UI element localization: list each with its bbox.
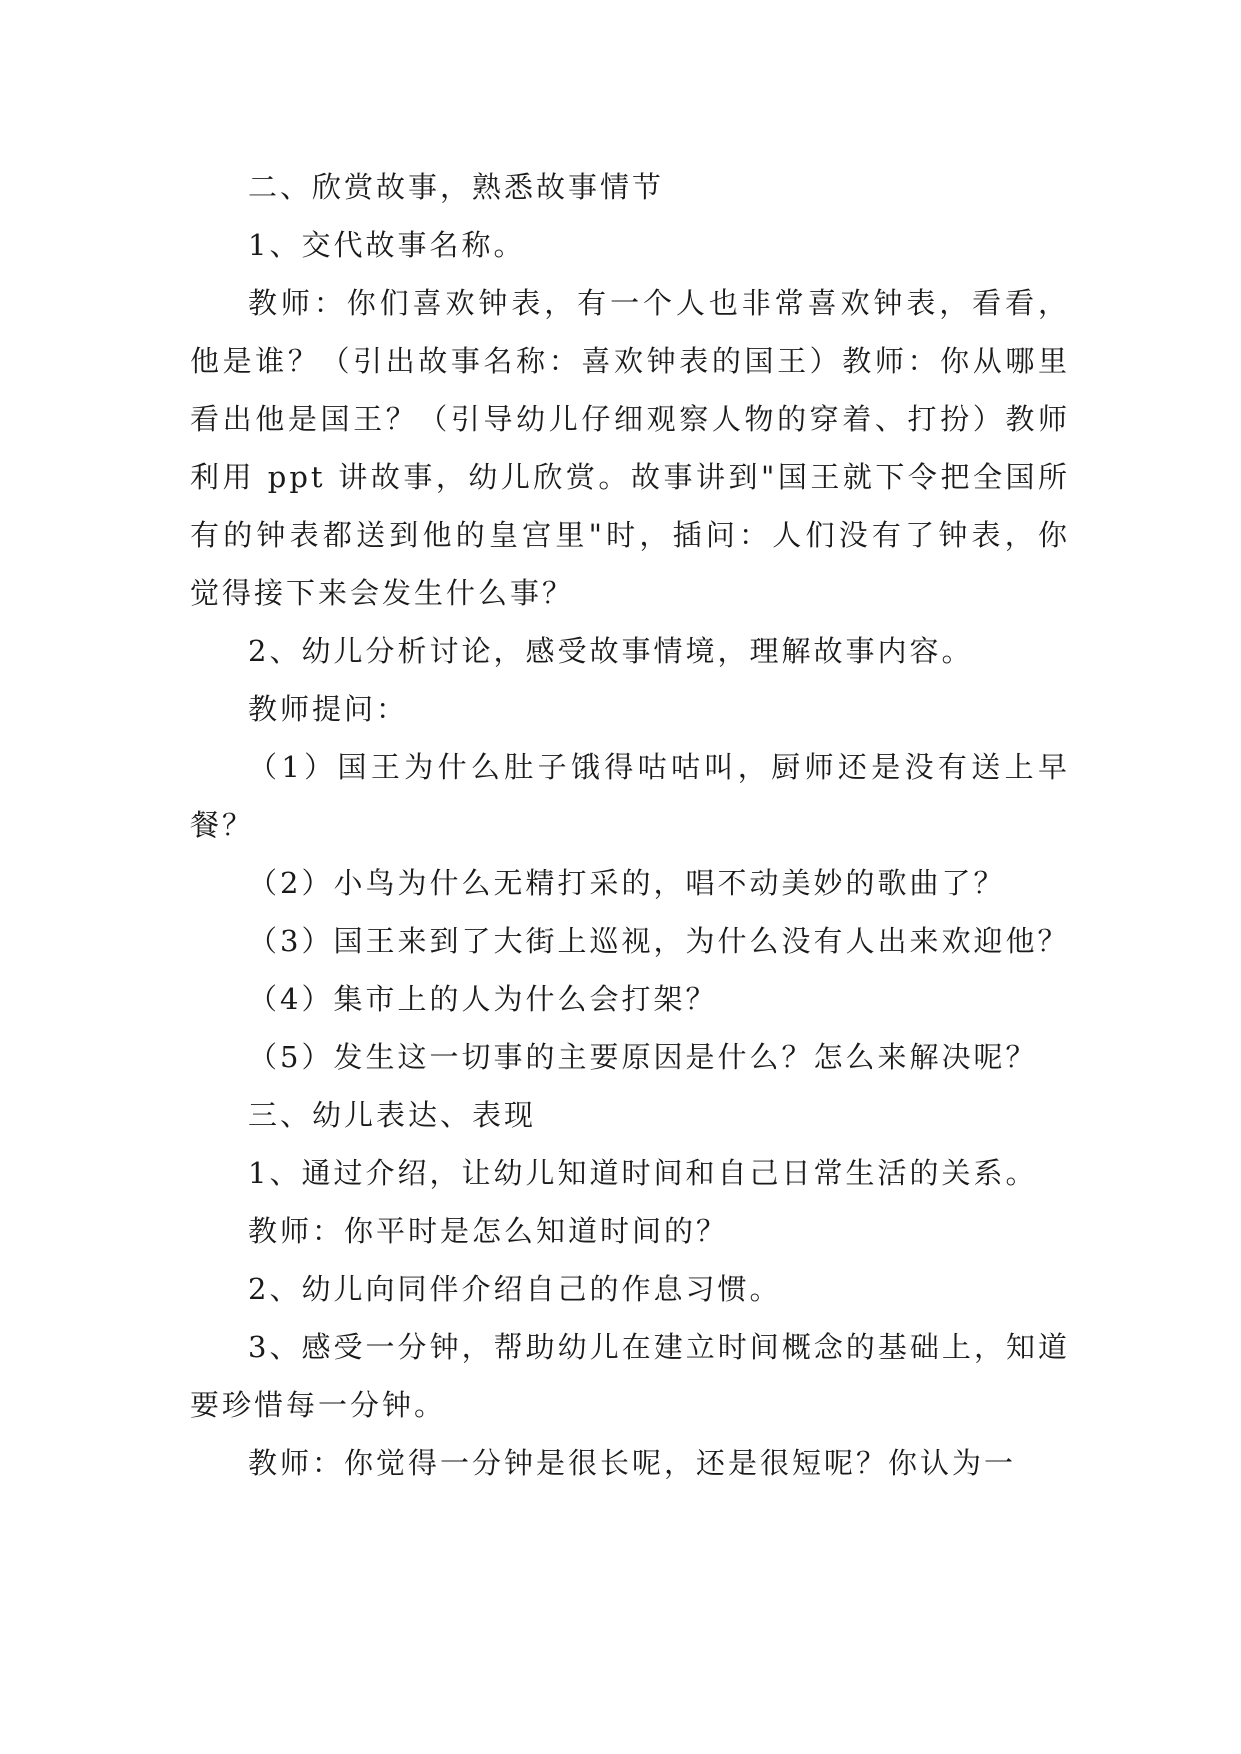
- question-item-3: （3）国王来到了大街上巡视，为什么没有人出来欢迎他？: [248, 924, 1070, 958]
- question-item-5: （5）发生这一切事的主要原因是什么？怎么来解决呢？: [248, 1040, 1038, 1074]
- section-heading-expression: 三、幼儿表达、表现: [248, 1098, 537, 1132]
- paragraph-teacher-intro: 教师：你们喜欢钟表，有一个人也非常喜欢钟表，看看，他是谁？（引出故事名称：喜欢钟表的国王）教师：你从哪里看出他是国王？（引导幼儿仔细观察人物的穿着、打扮）教师利用 ppt 讲故事，幼儿欣赏。故事讲到"国王就下令把全国所有的钟表都送到他的皇宫里"时，插问：人们没有了钟表，你觉得接下来会发生什么事？: [190, 286, 1070, 610]
- section-heading-story: 二、欣赏故事，熟悉故事情节: [248, 170, 665, 204]
- paragraph-story-name: 1、交代故事名称。: [248, 228, 526, 262]
- paragraph-teacher-minute-question: 教师：你觉得一分钟是很长呢，还是很短呢？你认为一: [248, 1446, 1017, 1480]
- question-item-2: （2）小鸟为什么无精打采的，唱不动美妙的歌曲了？: [248, 866, 1006, 900]
- question-item-4: （4）集市上的人为什么会打架？: [248, 982, 718, 1016]
- paragraph-time-intro: 1、通过介绍，让幼儿知道时间和自己日常生活的关系。: [248, 1156, 1038, 1190]
- paragraph-teacher-questions: 教师提问：: [248, 692, 409, 726]
- paragraph-discussion: 2、幼儿分析讨论，感受故事情境，理解故事内容。: [248, 634, 974, 668]
- paragraph-routine: 2、幼儿向同伴介绍自己的作息习惯。: [248, 1272, 782, 1306]
- question-item-1: （1）国王为什么肚子饿得咕咕叫，厨师还是没有送上早餐？: [190, 750, 1070, 842]
- paragraph-teacher-time-question: 教师：你平时是怎么知道时间的？: [248, 1214, 729, 1248]
- document-body: [190, 158, 1070, 1492]
- paragraph-one-minute: 3、感受一分钟，帮助幼儿在建立时间概念的基础上，知道要珍惜每一分钟。: [190, 1330, 1070, 1422]
